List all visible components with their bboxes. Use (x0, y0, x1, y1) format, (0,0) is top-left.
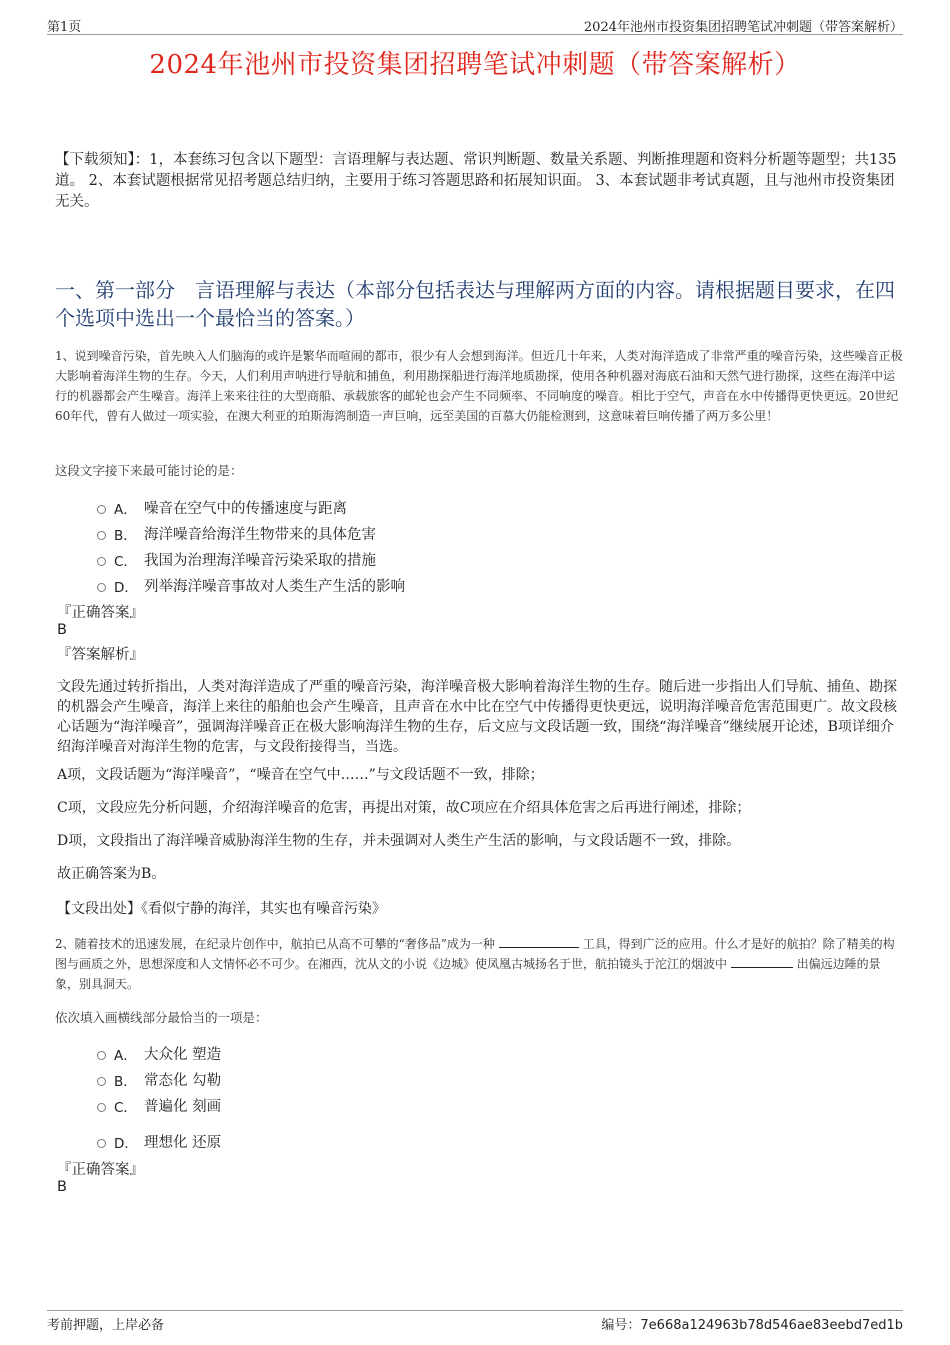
radio-icon[interactable] (97, 1051, 106, 1060)
q1-correct-label: 『正确答案』 (57, 605, 144, 621)
q1-analysis-a: A项，文段话题为“海洋噪音”，“噪音在空气中……”与文段话题不一致，排除； (57, 767, 544, 783)
q1-analysis-main: 文段先通过转折指出，人类对海洋造成了严重的噪音污染，海洋噪音极大影响着海洋生物的生存。随后进一步指出人们导航、捕鱼、勘探的机器会产生噪音，海洋上来往的船舶也会产生噪音，且声音在水中比在空气中传播得更快更远，说明海洋噪音危害范围更广。故文段核心话题为“海洋噪音”，强调海洋噪音正在极大影响海洋生物的生存，后文应与文段话题一致，围绕“海洋噪音”继续展开论述，B项详细介绍海洋噪音对海洋生物的危害，与文段衔接得当，当选。 (57, 679, 897, 755)
q2-option-a[interactable]: A． 大众化 塑造 (97, 1043, 221, 1064)
question-1-prompt: 这段文字接下来最可能讨论的是： (55, 463, 243, 478)
q2-answer: B (57, 1179, 67, 1195)
q2-correct-label: 『正确答案』 (57, 1162, 144, 1178)
radio-icon[interactable] (97, 505, 106, 514)
radio-icon[interactable] (97, 531, 106, 540)
fill-blank-1 (499, 935, 579, 948)
q1-source: 【文段出处】《看似宁静的海洋，其实也有噪音污染》 (57, 901, 386, 917)
q2-option-c[interactable]: C． 普遍化 刻画 (97, 1095, 221, 1116)
q2-option-d[interactable]: D． 理想化 还原 (97, 1131, 221, 1152)
page-number: 第1页 (47, 20, 82, 35)
q1-option-c[interactable]: C． 我国为治理海洋噪音污染采取的措施 (97, 549, 376, 570)
page-footer (47, 1310, 903, 1333)
question-2-prompt: 依次填入画横线部分最恰当的一项是： (55, 1010, 268, 1025)
q1-analysis-c: C项，文段应先分析问题，介绍海洋噪音的危害，再提出对策，故C项应在介绍具体危害之后再进行阐述，排除； (57, 800, 751, 816)
q2-option-b[interactable]: B． 常态化 勾勒 (97, 1069, 221, 1090)
radio-icon[interactable] (97, 583, 106, 592)
question-2-text: 2、随着技术的迅速发展，在纪录片创作中，航拍已从高不可攀的“奢侈品”成为一种 工具，得到广泛的应用。什么才是好的航拍？除了精美的构图与画质之外，思想深度和人文情怀必不可少。在湘西，沈从文的小说《边城》使凤凰古城扬名于世，航拍镜头于沱江的烟波中 出偏远边陲的景象，别具洞天。 (55, 937, 895, 991)
radio-icon[interactable] (97, 1103, 106, 1112)
download-notice: 【下载须知】：1，本套练习包含以下题型：言语理解与表达题、常识判断题、数量关系题、判断推理题和资料分析题等题型；共135道。 2、本套试题根据常见招考题总结归纳，主要用于练习答题思路和拓展知识面。 3、本套试题非考试真题，且与池州市投资集团无关。 (55, 152, 897, 210)
footer-slogan: 考前押题，上岸必备 (47, 1318, 165, 1333)
q1-option-a[interactable]: A． 噪音在空气中的传播速度与距离 (97, 497, 347, 518)
section-heading: 一、第一部分 言语理解与表达（本部分包括表达与理解两方面的内容。请根据题目要求，在四个选项中选出一个最恰当的答案。） (55, 278, 895, 330)
q1-answer: B (57, 622, 67, 638)
document-title: 2024年池州市投资集团招聘笔试冲刺题（带答案解析） (149, 50, 801, 80)
radio-icon[interactable] (97, 557, 106, 566)
q1-analysis-d: D项，文段指出了海洋噪音威胁海洋生物的生存，并未强调对人类生产生活的影响，与文段话题不一致，排除。 (57, 833, 741, 849)
header-doc-title: 2024年池州市投资集团招聘笔试冲刺题（带答案解析） (583, 20, 903, 35)
q1-option-b[interactable]: B． 海洋噪音给海洋生物带来的具体危害 (97, 523, 376, 544)
fill-blank-2 (731, 955, 793, 968)
radio-icon[interactable] (97, 1077, 106, 1086)
q1-analysis-label: 『答案解析』 (57, 647, 144, 663)
q1-option-d[interactable]: D． 列举海洋噪音事故对人类生产生活的影响 (97, 575, 405, 596)
radio-icon[interactable] (97, 1139, 106, 1148)
footer-code: 编号：7e668a124963b78d546ae83eebd7ed1b (601, 1318, 903, 1333)
page-header (47, 14, 903, 35)
q1-analysis-conclusion: 故正确答案为B。 (57, 866, 166, 882)
question-1-text: 1、说到噪音污染，首先映入人们脑海的或许是繁华而喧闹的都市，很少有人会想到海洋。但近几十年来，人类对海洋造成了非常严重的噪音污染，这些噪音正极大影响着海洋生物的生存。今天，人们利用声呐进行导航和捕鱼，利用勘探船进行海洋地质勘探，使用各种机器对海底石油和天然气进行勘探，这些在海洋中运行的机器都会产生噪音。海洋上来来往往的大型商船、承载旅客的邮轮也会产生不同频率、不同响度的噪音。相比于空气，声音在水中传播得更快更远。20世纪60年代，曾有人做过一项实验，在澳大利亚的珀斯海湾制造一声巨响，远至美国的百慕大仍能检测到，这意味着巨响传播了两万多公里！ (55, 349, 903, 423)
